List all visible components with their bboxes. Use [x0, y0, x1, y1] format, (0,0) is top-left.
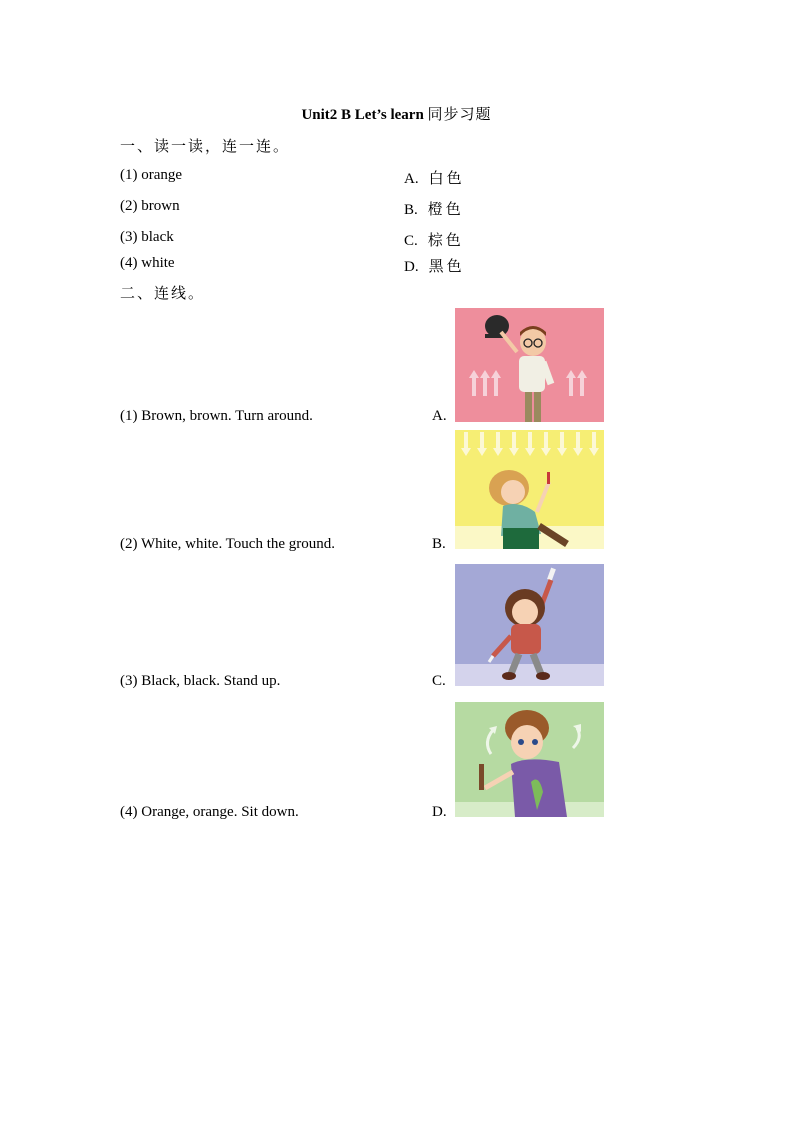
picture-a-label: A.: [432, 408, 447, 424]
picture-d-label: D.: [432, 804, 447, 820]
option-d: [404, 255, 465, 276]
option-b: [404, 198, 464, 219]
boy-hat-illustration: [455, 308, 604, 422]
section-1-heading: 一、读一读，连一连。: [120, 139, 291, 155]
section-2-heading: 二、连线。: [120, 286, 206, 302]
title-chinese: 同步习题: [427, 107, 492, 123]
picture-c-label: C.: [432, 673, 446, 689]
option-c: [404, 229, 464, 250]
word-2: (2) brown: [120, 198, 180, 214]
word-3: (3) black: [120, 229, 174, 245]
worksheet-title: [0, 103, 793, 124]
word-1: (1) orange: [120, 167, 183, 183]
instruction-2: (2) White, white. Touch the ground.: [120, 536, 336, 552]
option-b-letter: B.: [404, 202, 418, 218]
option-d-letter: D.: [404, 259, 419, 275]
picture-d: [455, 702, 604, 817]
picture-b: [455, 430, 604, 549]
option-c-text: 棕色: [427, 233, 464, 249]
girl-ground-illustration: [455, 430, 604, 549]
boy-turn-illustration: [455, 702, 604, 817]
option-a: [404, 167, 465, 188]
picture-a: [455, 308, 604, 422]
title-english: Unit2 B Let’s learn: [301, 107, 424, 123]
option-a-text: 白色: [428, 171, 465, 187]
option-c-letter: C.: [404, 233, 418, 249]
option-d-text: 黑色: [428, 259, 465, 275]
option-a-letter: A.: [404, 171, 419, 187]
option-b-text: 橙色: [427, 202, 464, 218]
picture-c: [455, 564, 604, 686]
instruction-3: (3) Black, black. Stand up.: [120, 673, 281, 689]
girl-stand-illustration: [455, 564, 604, 686]
instruction-1: (1) Brown, brown. Turn around.: [120, 408, 313, 424]
picture-b-label: B.: [432, 536, 446, 552]
word-4: (4) white: [120, 255, 175, 271]
instruction-4: (4) Orange, orange. Sit down.: [120, 804, 299, 820]
